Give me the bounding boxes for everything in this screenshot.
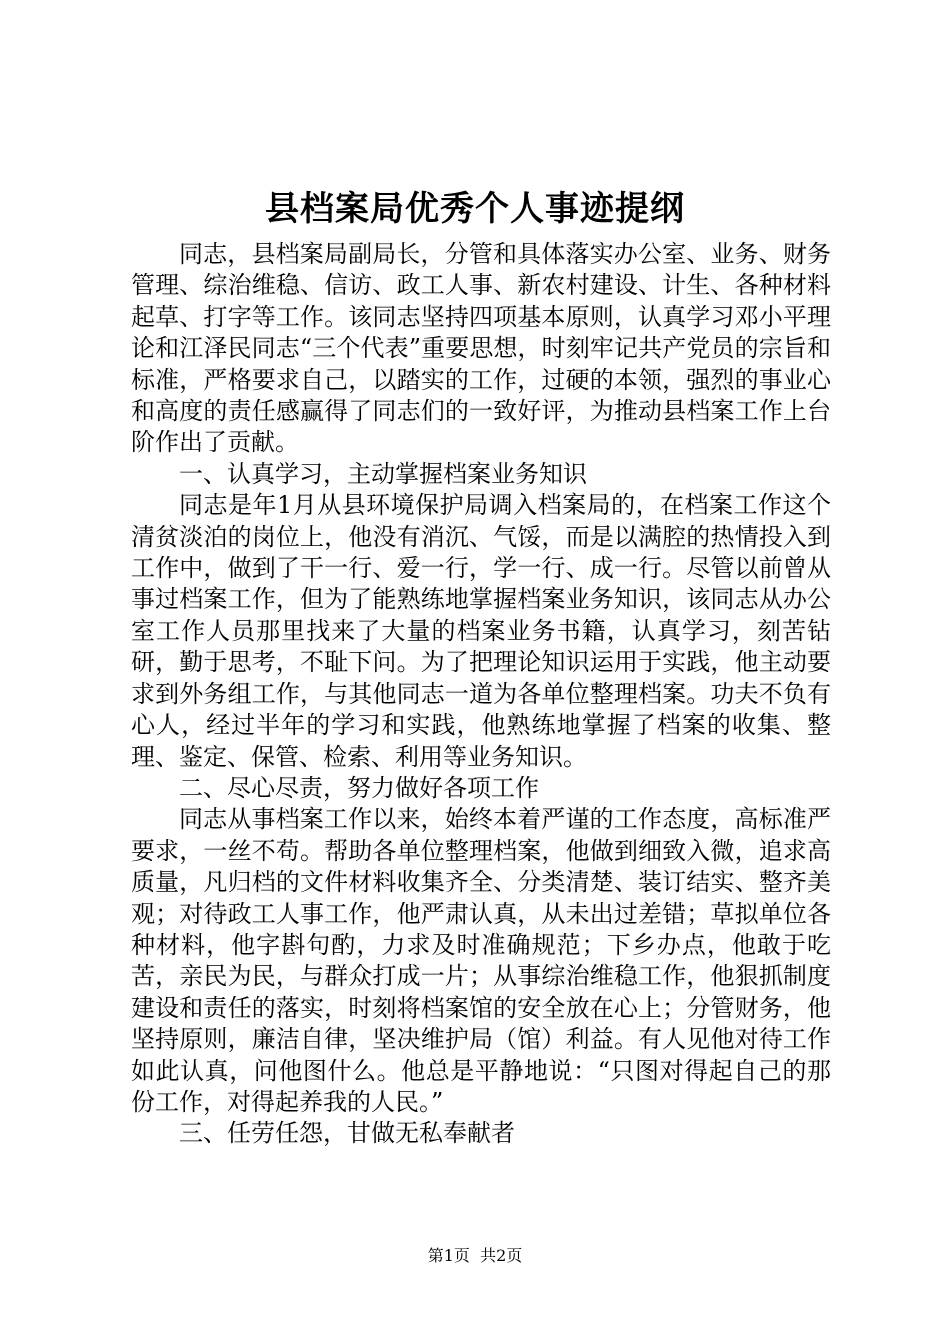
- section-heading-3: 三、任劳任怨，甘做无私奉献者: [179, 1119, 515, 1148]
- paragraph-intro: 同志，县档案局副局长，分管和具体落实办公室、业务、财务管理、综治维稳、信访、政工人事、新农村建设、计生、各种材料起草、打字等工作。该同志坚持四项基本原则，认真学习邓小平理论和江泽民同志“三个代表”重要思想，时刻牢记共产党员的宗旨和标准，严格要求自己，以踏实的工作，过硬的本领，强烈的事业心和高度的责任感赢得了同志们的一致好评，为推动县档案工作上台阶作出了贡献。: [131, 240, 831, 457]
- section-heading-1: 一、认真学习，主动掌握档案业务知识: [179, 459, 587, 488]
- document-body: [131, 239, 831, 1150]
- section-heading-2: 二、尽心尽责，努力做好各项工作: [179, 773, 539, 802]
- paragraph-section-2: 同志从事档案工作以来，始终本着严谨的工作态度，高标准严要求，一丝不苟。帮助各单位整理档案，他做到细致入微，追求高质量，凡归档的文件材料收集齐全、分类清楚、装订结实、整齐美观；对待政工人事工作，他严肃认真，从未出过差错；草拟单位各种材料，他字斟句酌，力求及时准确规范；下乡办点，他敢于吃苦，亲民为民，与群众打成一片；从事综治维稳工作，他狠抓制度建设和责任的落实，时刻将档案馆的安全放在心上；分管财务，他坚持原则，廉洁自律，坚决维护局（馆）利益。有人见他对待工作如此认真，问他图什么。他总是平静地说：“只图对得起自己的那份工作，对得起养我的人民。”: [131, 805, 831, 1116]
- page-footer: [0, 1245, 950, 1267]
- paragraph-section-1: 同志是年1月从县环境保护局调入档案局的，在档案工作这个清贫淡泊的岗位上，他没有消沉、气馁，而是以满腔的热情投入到工作中，做到了干一行、爱一行，学一行、成一行。尽管以前曾从事过档案工作，但为了能熟练地掌握档案业务知识，该同志从办公室工作人员那里找来了大量的档案业务书籍，认真学习，刻苦钻研，勤于思考，不耻下问。为了把理论知识运用于实践，他主动要求到外务组工作，与其他同志一道为各单位整理档案。功夫不负有心人，经过半年的学习和实践，他熟练地掌握了档案的收集、整理、鉴定、保管、检索、利用等业务知识。: [131, 491, 831, 771]
- page-number: 第1页 共2页: [427, 1246, 523, 1265]
- document-title: 县档案局优秀个人事迹提纲: [265, 189, 685, 229]
